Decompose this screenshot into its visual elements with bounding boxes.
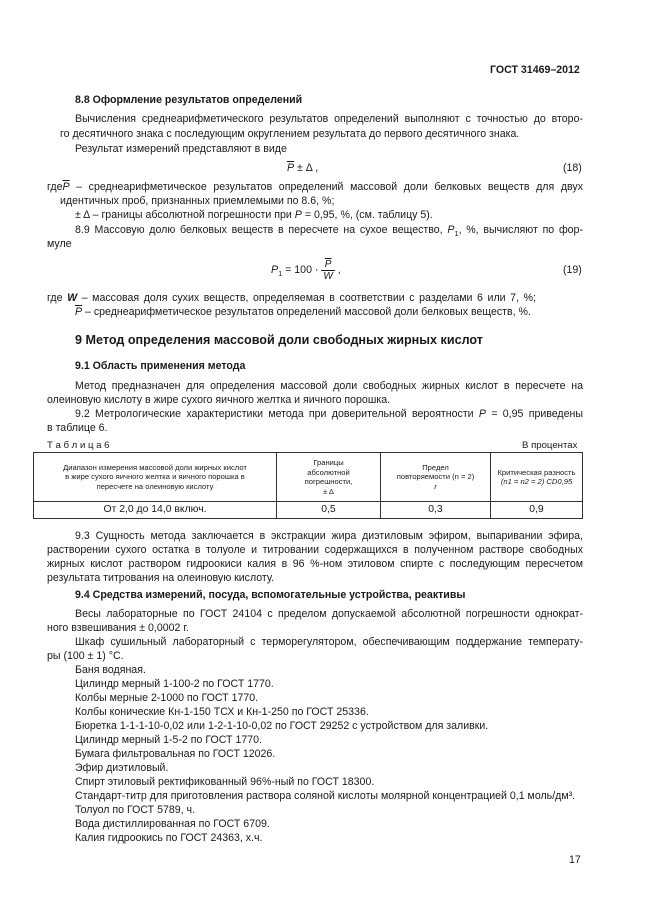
- table-caption: Т а б л и ц а 6: [47, 440, 110, 451]
- paragraph-line: жирных кислот раствором гидроокиси калия в 96 %-ном этиловом спирте с последующим пересчетом: [47, 558, 583, 570]
- where-word: где: [47, 181, 63, 193]
- list-item: Баня водяная.: [75, 664, 146, 676]
- paragraph-line: Вычисления среднеарифметического результатов определений выполняют с точностью до второ-: [75, 113, 583, 125]
- header-line: (n1 = n2 = 2) CD0,95: [500, 477, 573, 486]
- paragraph-text: 9.2 Метрологические характеристики метода при доверительной вероятности: [75, 408, 474, 420]
- list-item: Спирт этиловый ректификованный 96%-ный по ГОСТ 18300.: [75, 776, 375, 788]
- paragraph-line: го десятичного знака с последующим округлением результата до первого десятичного знака.: [60, 128, 520, 140]
- table-header-cell: [491, 453, 583, 502]
- table-cell: От 2,0 до 14,0 включ.: [34, 502, 277, 519]
- table-6: [33, 452, 583, 519]
- formula-variable: P: [447, 224, 455, 236]
- list-item: Бюретка 1-1-1-10-0,02 или 1-2-1-10-0,02 по ГОСТ 29252 с устройством для заливки.: [75, 720, 489, 732]
- where-text: – массовая доля сухих веществ, определяемая в соответствии с разделами 6 или 7, %;: [81, 292, 536, 304]
- formula-19: [271, 256, 341, 284]
- where-text: – среднеарифметическое результатов определений массовой доли белковых веществ, %.: [85, 306, 531, 318]
- paragraph-line: олеиновую кислоту в жире сухого яичного желтка и яичного порошка.: [47, 394, 391, 406]
- formula-variable: $\overline{P}$: [75, 306, 83, 318]
- table-units: В процентах: [522, 440, 578, 451]
- header-line: пересчете на олеиновую кислоту: [96, 481, 214, 491]
- header-line: повторяемости (n = 2): [396, 472, 475, 482]
- section-8-8-title: 8.8 Оформление результатов определений: [75, 94, 303, 106]
- where-line: идентичных проб, признанных приемлемыми по 8.6, %;: [60, 195, 335, 207]
- fraction-denominator: W: [323, 270, 333, 282]
- paragraph-line: муле: [47, 238, 72, 250]
- list-item: Колбы мерные 2-1000 по ГОСТ 1770.: [75, 692, 259, 704]
- formula-number: (18): [563, 162, 582, 174]
- formula-variable: $\overline{P}$: [287, 162, 295, 174]
- header-line: ± Δ: [323, 486, 334, 496]
- table-header-cell: [277, 453, 381, 502]
- list-item: Бумага фильтровальная по ГОСТ 12026.: [75, 748, 276, 760]
- section-9-title: 9 Метод определения массовой доли свободных жирных кислот: [75, 333, 483, 347]
- paragraph-line: Метод предназначен для определения массовой доли свободных жирных кислот в пересчете на: [75, 380, 583, 392]
- list-item: Калия гидроокись по ГОСТ 24363, х.ч.: [75, 832, 263, 844]
- table-cell: 0,9: [491, 502, 583, 519]
- section-9-1-title: 9.1 Область применения метода: [75, 360, 246, 372]
- fraction-numerator: $\overline{P}$: [321, 259, 334, 271]
- formula-subscript: 1: [278, 269, 283, 279]
- list-item: Стандарт-титр для приготовления раствора соляной кислоты молярной концентрацией 0,1 моль/дм³.: [75, 790, 576, 802]
- where-word: где: [47, 292, 63, 304]
- table-header-cell: [381, 453, 491, 502]
- paragraph-line: 9.3 Сущность метода заключается в экстракции жира диэтиловым эфиром, выпаривании эфира,: [75, 530, 583, 542]
- formula-text: = 100 ·: [285, 264, 319, 276]
- formula-variable: W: [67, 292, 78, 304]
- paragraph-line: [75, 224, 583, 237]
- where-text: = 0,95, %, (см. таблицу 5).: [304, 209, 433, 221]
- where-line: [47, 292, 536, 305]
- header-line: r: [434, 481, 437, 491]
- formula-variable: P: [271, 264, 279, 276]
- formula-variable: P: [478, 408, 486, 420]
- header-line: Диапазон измерения массовой доли жирных кислот: [63, 462, 247, 472]
- paragraph-line: результата титрования на олеиновую кислоту.: [47, 572, 275, 584]
- list-item: Шкаф сушильный лабораторный с терморегулятором, обеспечивающим поддержание температу-: [75, 636, 583, 648]
- formula-subscript: 1: [454, 229, 459, 239]
- formula-text: ± Δ ,: [294, 162, 319, 174]
- header-line: Предел: [422, 462, 449, 472]
- header-line: в жире сухого яичного желтка и яичного порошка в: [65, 472, 245, 482]
- header-line: погрешности,: [304, 477, 353, 486]
- formula-text: ,: [337, 264, 341, 276]
- table-row: [34, 502, 583, 519]
- table-cell: 0,5: [277, 502, 381, 519]
- where-line: [47, 181, 583, 194]
- formula-fraction: [321, 259, 334, 282]
- header-line: абсолютной: [307, 467, 350, 477]
- paragraph-line: в таблице 6.: [47, 422, 108, 434]
- standard-header: ГОСТ 31469–2012: [490, 64, 580, 76]
- list-item: ры (100 ± 1) °С.: [47, 650, 124, 662]
- list-item: Вода дистиллированная по ГОСТ 6709.: [75, 818, 270, 830]
- table-header-row: [34, 453, 583, 502]
- where-text: – среднеарифметическое результатов определений массовой доли белковых веществ для двух: [76, 181, 583, 193]
- formula-number: (19): [563, 264, 582, 276]
- list-item: Эфир диэтиловый.: [75, 762, 169, 774]
- paragraph-line: [75, 408, 583, 421]
- section-9-4-title: 9.4 Средства измерений, посуда, вспомогательные устройства, реактивы: [75, 589, 466, 601]
- header-line: Критическая разность: [497, 467, 576, 477]
- paragraph-text: , %, вычисляют по фор-: [458, 224, 583, 236]
- where-text: ± Δ – границы абсолютной погрешности при: [75, 209, 292, 221]
- page-number: 17: [569, 854, 581, 866]
- paragraph-text: 8.9 Массовую долю белковых веществ в пересчете на сухое вещество,: [75, 224, 443, 236]
- paragraph-line: растворении сухого остатка в толуоле и титровании содержащихся в полученном растворе свободных: [47, 544, 583, 556]
- list-item: Цилиндр мерный 1-100-2 по ГОСТ 1770.: [75, 678, 274, 690]
- list-item: Колбы конические Кн-1-150 ТСХ и Кн-1-250 по ГОСТ 25336.: [75, 706, 369, 718]
- where-line: [75, 306, 531, 319]
- formula-18: [287, 162, 318, 175]
- list-item: Весы лабораторные по ГОСТ 24104 с пределом допускаемой абсолютной погрешности однократ-: [75, 608, 583, 620]
- list-item: Толуол по ГОСТ 5789, ч.: [75, 804, 196, 816]
- where-line: [75, 209, 433, 222]
- table-header-cell: [34, 453, 277, 502]
- formula-variable: $\overline{P}$: [62, 181, 70, 193]
- paragraph-text: = 0,95 приведены: [491, 408, 583, 420]
- list-item: Цилиндр мерный 1-5-2 по ГОСТ 1770.: [75, 734, 262, 746]
- paragraph-line: Результат измерений представляют в виде: [75, 143, 287, 155]
- list-item: ного взвешивания ± 0,0002 г.: [47, 622, 189, 634]
- header-line: Границы: [313, 458, 344, 467]
- formula-variable: P: [294, 209, 302, 221]
- table-cell: 0,3: [381, 502, 491, 519]
